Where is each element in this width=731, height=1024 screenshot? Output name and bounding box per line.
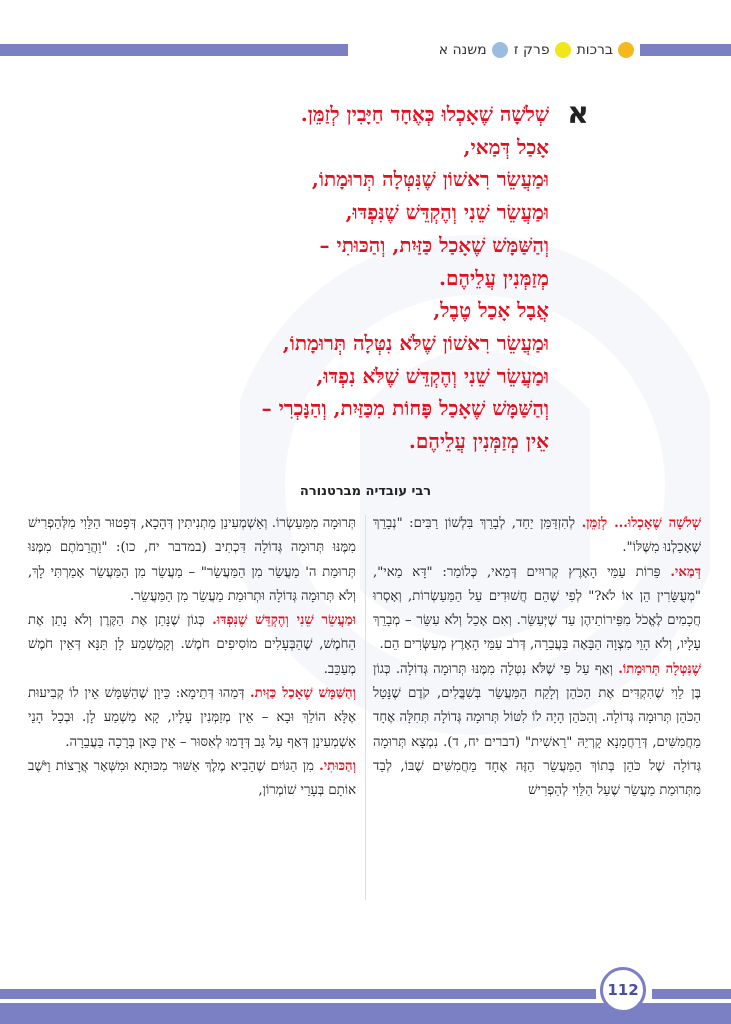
breadcrumb-dot-icon <box>618 42 634 58</box>
page-number: 112 <box>600 967 646 1013</box>
commentary-column-right <box>373 512 701 804</box>
commentary-heading: דְּמַאי. <box>670 564 701 580</box>
commentary-column-left <box>28 512 356 804</box>
commentary-heading: שְׁלֹשָׁה שֶׁאָכְלוּ... לְזַמֵּן. <box>581 516 702 531</box>
commentary-paragraph <box>373 561 701 658</box>
commentary-paragraph <box>373 658 701 804</box>
commentary-text: תְּרוּמָה מִמַּעַשְׂרוֹ. וְאַשְׁמְעִינַן מַתְנִיתִין דְּהָכָא, דְּפָטוּר הַלֵּוִי מִלְּהַפְרִישׁ מִמֶּנּוּ תְּרוּמָה גְּדוֹלָה דִּכְתִיב (במדבר יח, כו): "וַהֲרֵמֹתֶם מִמֶּנּוּ תְּרוּמַת ה' מַעֲשֵׂר מִן הַמַּעֲשֵׂר" – מַעֲשֵׂר מִן הַמַּעֲשֵׂר אָמַרְתִּי לָךְ, וְלֹא תְּרוּמָה גְּדוֹלָה וּתְרוּמַת מַעֲשֵׂר מִן הַמַּעֲשֵׂר. <box>28 516 356 604</box>
mishnah-number-letter: א <box>567 96 589 131</box>
breadcrumb-dot-icon <box>555 42 571 58</box>
top-header-bar <box>0 0 731 82</box>
commentary-paragraph <box>28 755 356 804</box>
mishnah-line: וּמַעֲשֵׂר שֵׁנִי וְהֶקְדֵּשׁ שֶׁלֹּא נִפְדּוּ, <box>316 363 549 388</box>
column-divider <box>365 515 366 900</box>
commentary-heading: וְהַשַּׁמָּשׁ שֶׁאָכַל כַּזַּיִת. <box>250 686 357 702</box>
commentary-heading: שֶׁנִּטְּלָה תְּרוּמָתוֹ. <box>618 661 701 677</box>
mishnah-line: וְהַשַּׁמָּשׁ שֶׁאָכַל כַּזַּיִת, וְהַכּוּתִי – <box>319 232 549 257</box>
mishnah-line: וּמַעֲשֵׂר רִאשׁוֹן שֶׁנִּטְּלָה תְּרוּמָתוֹ, <box>311 167 549 192</box>
breadcrumb-item[interactable] <box>439 42 508 58</box>
commentary-text: כְּגוֹן שֶׁנָּתַן אֶת הַקֶּרֶן וְלֹא נָתַן אֶת הַחֹמֶשׁ, שֶׁהַבְּעָלִים מוֹסִיפִים חֹמֶשׁ. וְקָמַשְׁמַע לָן תַּנָּא דְּאֵין חֹמֶשׁ מְעַכֵּב. <box>28 613 356 677</box>
commentary-paragraph <box>28 512 356 609</box>
breadcrumb-dot-icon <box>492 42 508 58</box>
mishnah-line: אֲבָל אָכַל טֶבֶל, <box>433 298 549 323</box>
commentary-heading: וּמַעֲשֵׂר שֵׁנִי וְהֶקְדֵּשׁ שֶׁנִּפְדּוּ. <box>212 613 356 629</box>
mishnah-line: וּמַעֲשֵׂר שֵׁנִי וְהֶקְדֵּשׁ שֶׁנִּפְדּוּ, <box>345 200 549 225</box>
mishnah-line: וּמַעֲשֵׂר רִאשׁוֹן שֶׁלֹּא נִטְּלָה תְּרוּמָתוֹ, <box>282 330 549 355</box>
header-stripe-right <box>640 44 731 56</box>
commentary-text: וְאַף עַל פִּי שֶׁלֹּא נִטְּלָה מִמֶּנּוּ תְּרוּמָה גְּדוֹלָה. כְּגוֹן בֶּן לֵוִי שֶׁהִקְדִּים אֶת הַכֹּהֵן וְלָקַח הַמַּעֲשֵׂר בְּשִׁבֳּלִים, קֹדֶם שֶׁנָּטַל הַכֹּהֵן תְּרוּמָה גְּדוֹלָה. וְהַכֹּהֵן הָיָה לוֹ לִטּוֹל תְּרוּמָה גְּדוֹלָה תְּחִלָּה אֶחָד מֵחֲמִשִּׁים, דְּרַחֲמָנָא קָרְיֵהּ "רֵאשִׁית" (דברים יח, ד). נִמְצָא תְּרוּמָה גְּדוֹלָה שֶׁל כֹּהֵן בְּתוֹךְ הַמַּעֲשֵׂר הַזֶּה אֶחָד מֵחֲמִשִּׁים שֶׁבּוֹ, לְבַד מִתְּרוּמַת מַעֲשֵׂר שֶׁעַל הַלֵּוִי לְהַפְרִישׁ <box>373 661 701 799</box>
commentary-text: מִן הַגּוֹיִם שֶׁהֵבִיא מֶלֶךְ אַשּׁוּר מִכּוּתָא וּמִשְּׁאָר אֲרָצוֹת וַיֹּשֶׁב אוֹתָם בְּעָרֵי שׁוֹמְרוֹן, <box>28 758 356 799</box>
mishnah-line: אֵין מְזַמְּנִין עֲלֵיהֶם. <box>408 429 549 454</box>
breadcrumb-item[interactable] <box>577 42 634 58</box>
commentary-paragraph <box>28 682 356 755</box>
breadcrumb-item[interactable] <box>514 42 571 58</box>
commentary-paragraph <box>28 609 356 682</box>
mishnah-line: שְׁלֹשָׁה שֶׁאָכְלוּ כְּאֶחָד חַיָּבִין לְזַמֵּן. <box>300 102 549 126</box>
commentary-text: לְהִזְדַּמֵּן יַחַד, לְבָרֵךְ בִּלְשׁוֹן רַבִּים: "נְבָרֵךְ שֶׁאָכַלְנוּ מִשֶּׁלּוֹ". <box>373 516 701 556</box>
commentary-text: פֵּרוֹת עַמֵּי הָאָרֶץ קְרוּיִים דְּמַאי, כְּלוֹמַר: "דָּא מַאי", "מְעֻשָּׂרִין הֵן אוֹ לֹא?" לְפִי שֶׁהֵם חֲשׁוּדִים עַל הַמַּעַשְׂרוֹת, וְאָסְרוּ חֲכָמִים לֶאֱכֹל מִפֵּירוֹתֵיהֶן עַד שֶׁיְּעַשֵּׂר. וְאִם אָכַל וְלֹא עִשֵּׂר – מְבָרֵךְ עָלָיו, וְלֹא הָוֵי מִצְוָה הַבָּאָה בַּעֲבֵרָה, דְּרֹב עַמֵּי הָאָרֶץ מְעַשְּׂרִים הֵם. <box>373 564 701 653</box>
commentary-heading: וְהַכּוּתִי. <box>319 758 356 774</box>
breadcrumb-label: פרק ז <box>513 42 550 58</box>
commentary-title: רבי עובדיה מברטנורה <box>299 484 432 499</box>
footer-stripe-right <box>652 989 731 999</box>
footer-stripe-left <box>0 989 596 999</box>
mishnah-text <box>129 98 549 458</box>
footer-bar <box>0 965 731 1024</box>
breadcrumb-label: ברכות <box>576 42 613 58</box>
breadcrumb-label: משנה א <box>438 42 487 58</box>
header-stripe-left <box>0 44 348 56</box>
commentary-text: דְּמַהוּ דְּתֵימָא: כֵּיוָן שֶׁהַשַּׁמָּשׁ אֵין לוֹ קְבִיעוּת אֶלָּא הוֹלֵךְ וּבָא – אֵין מְזַמְּנִין עָלָיו, קָא מַשְׁמַע לָן. וּבְכָל הָנֵי אַשְׁמְעִינַן דְּאַף עַל גַּב דְּדָמוּ לְאִסּוּר – אֵין כָּאן בְּרָכָה בַּעֲבֵרָה. <box>28 686 356 750</box>
mishnah-line: אָכַל דְּמַאי, <box>463 134 549 159</box>
mishnah-line: מְזַמְּנִין עֲלֵיהֶם. <box>439 265 549 290</box>
commentary-paragraph <box>373 512 701 561</box>
mishnah-line: וְהַשַּׁמָּשׁ שֶׁאָכַל פָּחוֹת מִכַּזַּיִת, וְהַנָּכְרִי – <box>261 396 549 421</box>
breadcrumb <box>372 38 634 62</box>
